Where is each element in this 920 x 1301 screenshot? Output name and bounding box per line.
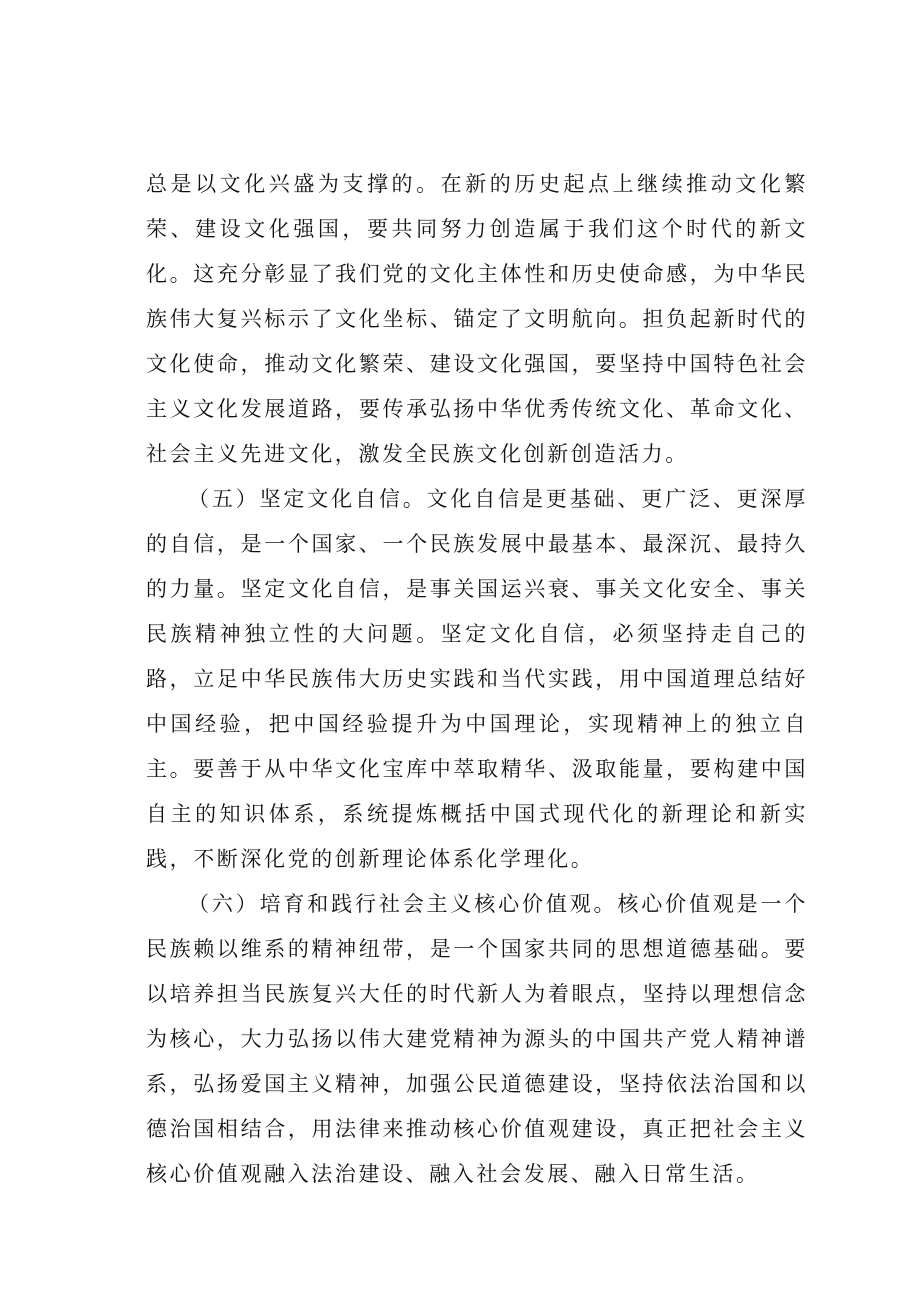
- paragraph-section-five-cultural-confidence: （五）坚定文化自信。文化自信是更基础、更广泛、更深厚的自信，是一个国家、一个民族发展中最基本、最深沉、最持久的力量。坚定文化自信，是事关国运兴衰、事关文化安全、事关民族精神独立性的大问题。坚定文化自信，必须坚持走自己的路，立足中华民族伟大历史实践和当代实践，用中国道理总结好中国经验，把中国经验提升为中国理论，实现精神上的独立自主。要善于从中华文化宝库中萃取精华、汲取能量，要构建中国自主的知识体系，系统提炼概括中国式现代化的新理论和新实践，不断深化党的创新理论体系化学理化。: [146, 487, 808, 871]
- document-body: [146, 162, 808, 1197]
- paragraph-culture-continuation: 总是以文化兴盛为支撑的。在新的历史起点上继续推动文化繁荣、建设文化强国，要共同努力创造属于我们这个时代的新文化。这充分彰显了我们党的文化主体性和历史使命感，为中华民族伟大复兴标示了文化坐标、锚定了文明航向。担负起新时代的文化使命，推动文化繁荣、建设文化强国，要坚持中国特色社会主义文化发展道路，要传承弘扬中华优秀传统文化、革命文化、社会主义先进文化，激发全民族文化创新创造活力。: [146, 172, 808, 466]
- paragraph-section-six-core-values: （六）培育和践行社会主义核心价值观。核心价值观是一个民族赖以维系的精神纽带，是一个国家共同的思想道德基础。要以培养担当民族复兴大任的时代新人为着眼点，坚持以理想信念为核心，大力弘扬以伟大建党精神为源头的中国共产党人精神谱系，弘扬爱国主义精神，加强公民道德建设，坚持依法治国和以德治国相结合，用法律来推动核心价值观建设，真正把社会主义核心价值观融入法治建设、融入社会发展、融入日常生活。: [146, 892, 808, 1186]
